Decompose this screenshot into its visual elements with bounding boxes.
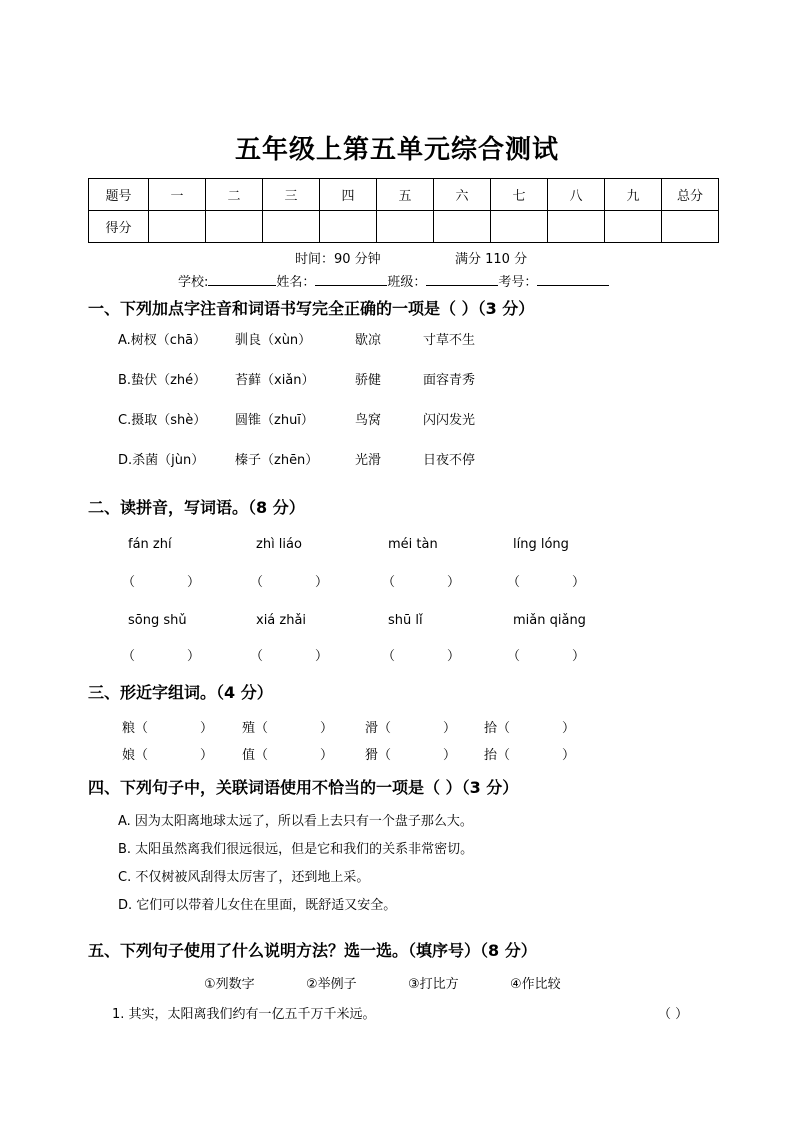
q2-pinyin-2-4: miǎn qiǎng — [513, 613, 586, 628]
score-table-col-1: 一 — [149, 179, 206, 211]
bracket-close: ） — [447, 575, 461, 590]
score-table-col-6: 六 — [434, 179, 491, 211]
score-cell-4[interactable] — [320, 211, 377, 243]
score-cell-7[interactable] — [491, 211, 548, 243]
score-table — [88, 178, 719, 243]
q2-answer-2-3[interactable] — [382, 647, 460, 667]
table-row-header — [89, 179, 719, 211]
score-cell-1[interactable] — [149, 211, 206, 243]
score-cell-total[interactable] — [662, 211, 719, 243]
q1-option-a-col4: 寸草不生 — [423, 333, 476, 348]
q1-option-b-col2: 苔藓（xiǎn） — [235, 373, 315, 388]
q2-pinyin-2-2: xiá zhǎi — [256, 613, 307, 628]
bracket-close: ） — [572, 649, 586, 664]
q3-item-1-2[interactable] — [242, 719, 333, 739]
bracket-open: （ — [382, 575, 396, 590]
q1-option-a-col1: 树杈（chā） — [130, 333, 207, 348]
bracket-close: ） — [200, 721, 214, 736]
question-4-heading: 四、下列句子中，关联词语使用不恰当的一项是（ ）（3 分） — [88, 778, 519, 797]
q2-answer-2-2[interactable] — [250, 647, 328, 667]
q5-method-2[interactable]: ②举例子 — [306, 977, 357, 992]
question-2-heading: 二、读拼音，写词语。（8 分） — [88, 498, 305, 517]
q3-char-1-1: 粮（ — [122, 721, 149, 736]
q3-item-1-3[interactable] — [365, 719, 456, 739]
q3-item-2-2[interactable] — [242, 746, 333, 766]
class-label: 班级： — [387, 275, 427, 290]
q2-answer-1-4[interactable] — [507, 573, 585, 593]
q1-option-b-col1: 蛰伏（zhé） — [131, 373, 207, 388]
name-label: 姓名： — [276, 275, 316, 290]
bracket-close: ） — [443, 721, 457, 736]
bracket-close: ） — [315, 575, 329, 590]
q1-option-b-col3: 骄健 — [355, 373, 382, 388]
q3-char-2-1: 娘（ — [122, 748, 149, 763]
q4-option-a[interactable]: A. 因为太阳离地球太远了，所以看上去只有一个盘子那么大。 — [118, 814, 473, 829]
q5-method-4[interactable]: ④作比较 — [510, 977, 561, 992]
q2-pinyin-2-1: sōng shǔ — [128, 613, 187, 628]
q1-option-d-col4: 日夜不停 — [423, 453, 476, 468]
score-cell-8[interactable] — [548, 211, 605, 243]
score-table-col-8: 八 — [548, 179, 605, 211]
q4-option-b[interactable]: B. 太阳虽然离我们很远很远，但是它和我们的关系非常密切。 — [118, 842, 474, 857]
q1-option-d-label: D. — [118, 453, 133, 468]
q3-char-1-4: 拾（ — [484, 721, 511, 736]
q1-option-c-col3: 鸟窝 — [355, 413, 382, 428]
bracket-close: ） — [187, 575, 201, 590]
q3-item-1-4[interactable] — [484, 719, 575, 739]
q3-char-2-3: 猾（ — [365, 748, 392, 763]
q2-answer-1-1[interactable] — [122, 573, 200, 593]
q1-option-a-label: A. — [118, 333, 131, 348]
exam-full-score: 满分 110 分 — [455, 252, 528, 267]
exam-no-input[interactable] — [537, 285, 609, 286]
student-info-line — [178, 273, 738, 293]
q3-item-2-1[interactable] — [122, 746, 213, 766]
page-title: 五年级上第五单元综合测试 — [234, 135, 559, 165]
bracket-open: （ — [122, 649, 136, 664]
score-cell-5[interactable] — [377, 211, 434, 243]
q2-pinyin-1-2: zhì liáo — [256, 537, 302, 552]
bracket-close: ） — [187, 649, 201, 664]
class-input[interactable] — [426, 285, 498, 286]
score-cell-3[interactable] — [263, 211, 320, 243]
q3-char-1-3: 滑（ — [365, 721, 392, 736]
q1-option-b-col4: 面容青秀 — [423, 373, 476, 388]
q1-option-c-label: C. — [118, 413, 132, 428]
bracket-close: ） — [443, 748, 457, 763]
q3-item-2-3[interactable] — [365, 746, 456, 766]
bracket-close: ） — [562, 721, 576, 736]
bracket-close: ） — [562, 748, 576, 763]
score-table-col-total: 总分 — [662, 179, 719, 211]
q3-char-2-2: 值（ — [242, 748, 269, 763]
table-row-scores — [89, 211, 719, 243]
score-cell-6[interactable] — [434, 211, 491, 243]
score-table-col-4: 四 — [320, 179, 377, 211]
q1-option-b-label: B. — [118, 373, 132, 388]
q2-answer-1-2[interactable] — [250, 573, 328, 593]
q5-item-1-answer[interactable]: （ ） — [658, 1007, 689, 1022]
bracket-open: （ — [250, 649, 264, 664]
exam-no-label: 考号： — [498, 275, 538, 290]
bracket-close: ） — [320, 721, 334, 736]
q2-answer-2-1[interactable] — [122, 647, 200, 667]
score-table-row-label-0: 题号 — [89, 179, 149, 211]
q1-option-c-col2: 圆锥（zhuī） — [235, 413, 314, 428]
q3-item-1-1[interactable] — [122, 719, 213, 739]
q4-option-c[interactable]: C. 不仅树被风刮得太厉害了，还到地上采。 — [118, 870, 370, 885]
score-table-col-7: 七 — [491, 179, 548, 211]
score-table-row-label-1: 得分 — [89, 211, 149, 243]
q1-option-c-col4: 闪闪发光 — [423, 413, 476, 428]
q3-char-1-2: 殖（ — [242, 721, 269, 736]
bracket-close: ） — [572, 575, 586, 590]
name-input[interactable] — [315, 285, 387, 286]
q1-option-a-col2: 驯良（xùn） — [235, 333, 312, 348]
score-cell-2[interactable] — [206, 211, 263, 243]
bracket-close: ） — [320, 748, 334, 763]
q2-pinyin-1-3: méi tàn — [388, 537, 438, 552]
q1-option-d-col2: 榛子（zhēn） — [235, 453, 319, 468]
bracket-close: ） — [315, 649, 329, 664]
q2-pinyin-1-1: fán zhí — [128, 537, 172, 552]
bracket-close: ） — [200, 748, 214, 763]
bracket-open: （ — [122, 575, 136, 590]
question-3-heading: 三、形近字组词。（4 分） — [88, 683, 273, 702]
q1-option-a-col3: 歇凉 — [355, 333, 382, 348]
bracket-open: （ — [250, 575, 264, 590]
q5-item-1: 1. 其实，太阳离我们约有一亿五千万千米远。 — [112, 1007, 376, 1022]
q2-pinyin-2-3: shū lǐ — [388, 613, 423, 628]
q3-char-2-4: 抬（ — [484, 748, 511, 763]
q2-answer-1-3[interactable] — [382, 573, 460, 593]
question-1-heading: 一、下列加点字注音和词语书写完全正确的一项是（ ）（3 分） — [88, 299, 535, 318]
question-5-heading: 五、下列句子使用了什么说明方法？选一选。（填序号）（8 分） — [88, 941, 537, 960]
q5-method-1[interactable]: ①列数字 — [204, 977, 255, 992]
q3-item-2-4[interactable] — [484, 746, 575, 766]
school-label: 学校: — [178, 275, 209, 290]
q2-pinyin-1-4: líng lóng — [513, 537, 569, 552]
score-table-col-3: 三 — [263, 179, 320, 211]
q1-option-d-col3: 光滑 — [355, 453, 382, 468]
school-input[interactable] — [208, 285, 276, 286]
q2-answer-2-4[interactable] — [507, 647, 585, 667]
bracket-open: （ — [382, 649, 396, 664]
exam-duration: 时间：90 分钟 — [295, 252, 381, 267]
q1-option-c-col1: 摄取（shè） — [131, 413, 207, 428]
bracket-close: ） — [447, 649, 461, 664]
bracket-open: （ — [507, 649, 521, 664]
score-cell-9[interactable] — [605, 211, 662, 243]
bracket-open: （ — [507, 575, 521, 590]
score-table-col-9: 九 — [605, 179, 662, 211]
q5-method-3[interactable]: ③打比方 — [408, 977, 459, 992]
score-table-col-2: 二 — [206, 179, 263, 211]
score-table-col-5: 五 — [377, 179, 434, 211]
q1-option-d-col1: 杀菌（jùn） — [132, 453, 205, 468]
q4-option-d[interactable]: D. 它们可以带着儿女住在里面，既舒适又安全。 — [118, 898, 397, 913]
